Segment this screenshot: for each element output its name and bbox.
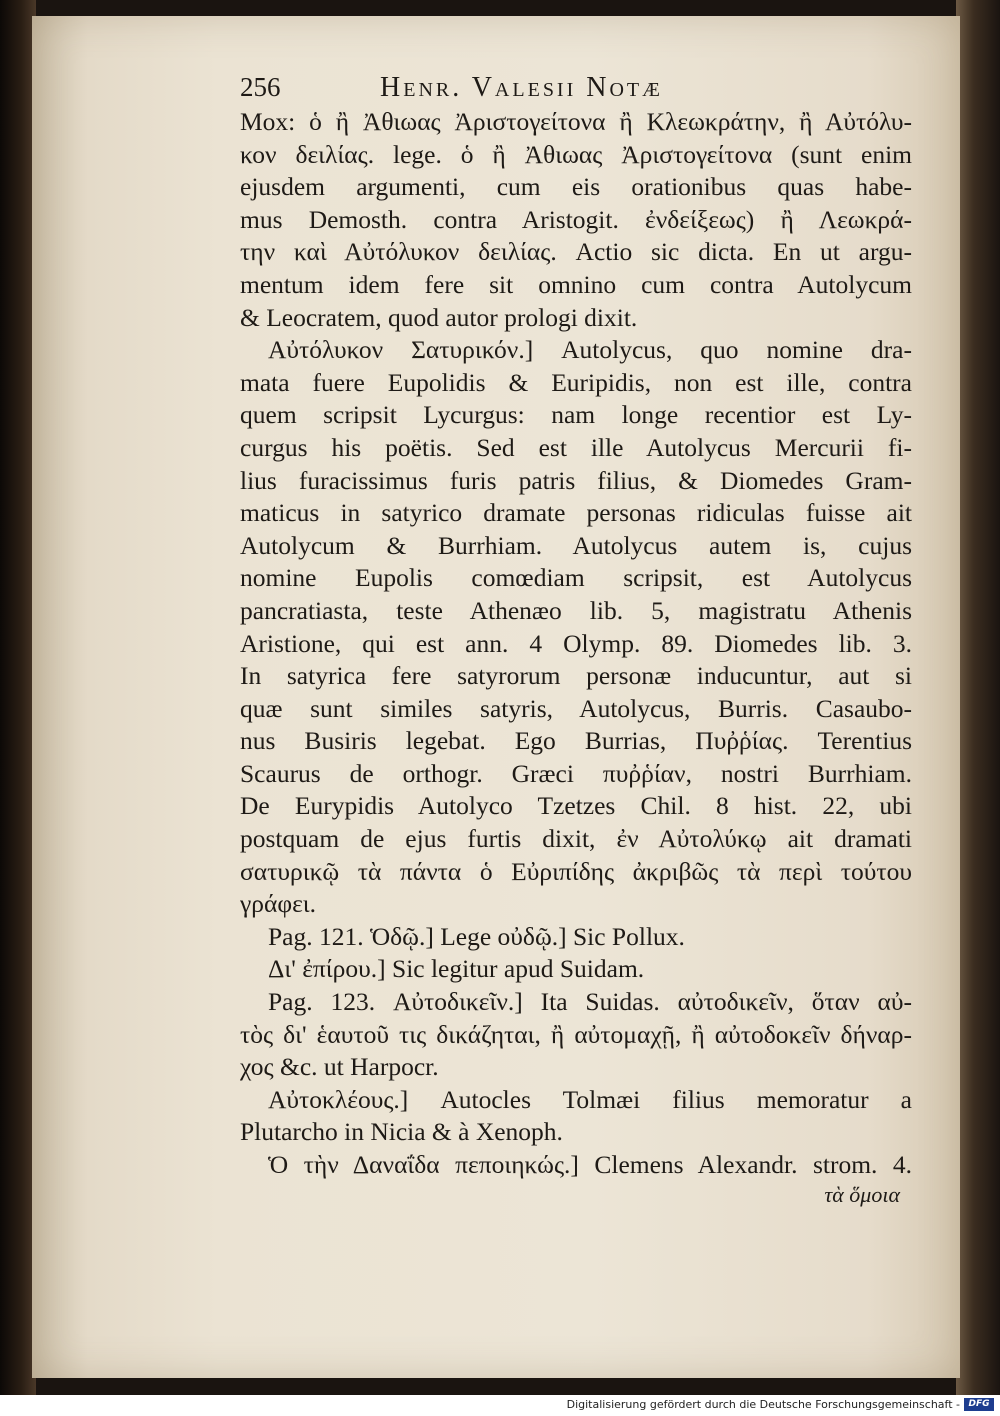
book-spine [0, 0, 36, 1395]
text-line: mentum idem fere sit omnino cum contra Autolycum [240, 269, 912, 299]
text-line: Plutarcho in Nicia & à Xenoph. [240, 1117, 563, 1147]
text-line: Αὐτόλυκον Σατυρικόν.] Autolycus, quo nomine dra- [268, 335, 912, 365]
text-line: γράφει. [240, 889, 317, 919]
footer-credit: Digitalisierung gefördert durch die Deutsche Forschungsgemeinschaft - [566, 1398, 960, 1411]
text-line: την καὶ Αὐτόλυκον δειλίας. Actio sic dicta. En ut argu- [240, 237, 912, 267]
text-line: quem scripsit Lycurgus: nam longe recentior est Ly- [240, 400, 912, 430]
text-line: Mox: ὁ ἢ Ἀθιωας Ἀριστογείτονα ἢ Κλεωκράτην, ἢ Αὐτόλυ- [240, 107, 912, 136]
catchword: τὰ ὅμοια [824, 1182, 900, 1207]
body-text [240, 106, 912, 1182]
dfg-logo: DFG [964, 1398, 994, 1411]
text-line: curgus his poëtis. Sed est ille Autolycus Mercurii fi- [240, 432, 912, 462]
text-line: χος &c. ut Harpocr. [240, 1052, 439, 1082]
text-line: postquam de ejus furtis dixit, ἐν Αὐτολύκῳ ait dramati [240, 824, 912, 854]
running-head: Henr. Valesii Notæ [380, 72, 663, 103]
text-line: nomine Eupolis comœdiam scripsit, est Autolycus [240, 563, 912, 593]
text-line: ejusdem argumenti, cum eis orationibus quas habe- [240, 172, 912, 202]
text-line: nus Busiris legebat. Ego Burrias, Πυῤῥίας. Terentius [240, 726, 912, 756]
text-line: lius furacissimus furis patris filius, & Diomedes Gram- [240, 465, 912, 495]
text-line: σατυρικῷ τὰ πάντα ὁ Εὐριπίδης ἀκριβῶς τὰ περὶ τούτου [240, 856, 912, 886]
page-number: 256 [240, 72, 281, 102]
text-line: Pag. 121. Ὁδῷ.] Lege οὐδῷ.] Sic Pollux. [268, 921, 685, 951]
text-line: Scaurus de orthogr. Græci πυῤῥίαν, nostri Burrhiam. [240, 758, 912, 788]
text-line: Ὁ τὴν Δαναΐδα πεποιηκώς.] Clemens Alexandr. strom. 4. [268, 1150, 912, 1179]
text-line: maticus in satyrico dramate personas ridiculas fuisse ait [240, 498, 912, 528]
text-line: Pag. 123. Αὐτοδικεῖν.] Ita Suidas. αὐτοδικεῖν, ὅταν αὐ- [268, 987, 912, 1017]
text-line: Αὐτοκλέους.] Autocles Tolmæi filius memoratur a [268, 1084, 912, 1114]
text-line: Autolycum & Burrhiam. Autolycus autem is, cujus [240, 530, 912, 560]
text-line: mus Demosth. contra Aristogit. ἐνδείξεως) ἢ Λεωκρά- [240, 204, 912, 234]
text-line: κον δειλίας. lege. ὁ ἢ Ἀθιωας Ἀριστογείτονα (sunt enim [240, 139, 912, 169]
text-line: τὸς δι' ἑαυτοῦ τις δικάζηται, ἢ αὐτομαχῇ, ἢ αὐτοδοκεῖν δήναρ- [240, 1019, 912, 1049]
text-line: Δι' ἐπίρου.] Sic legitur apud Suidam. [268, 954, 645, 984]
text-line: pancratiasta, teste Athenæo lib. 5, magistratu Athenis [240, 595, 912, 625]
page-header [240, 72, 900, 106]
text-line: Aristione, qui est ann. 4 Olymp. 89. Diomedes lib. 3. [240, 628, 912, 658]
text-line: De Eurypidis Autolyco Tzetzes Chil. 8 hist. 22, ubi [240, 791, 912, 821]
text-line: mata fuere Eupolidis & Euripidis, non est ille, contra [240, 367, 912, 397]
text-line: quæ sunt similes satyris, Autolycus, Burris. Casaubo- [240, 693, 912, 723]
page-edge [956, 0, 1000, 1395]
text-line: & Leocratem, quod autor prologi dixit. [240, 302, 638, 332]
text-line: In satyrica fere satyrorum personæ inducuntur, aut si [240, 661, 912, 691]
footer-bar [0, 1395, 1000, 1416]
